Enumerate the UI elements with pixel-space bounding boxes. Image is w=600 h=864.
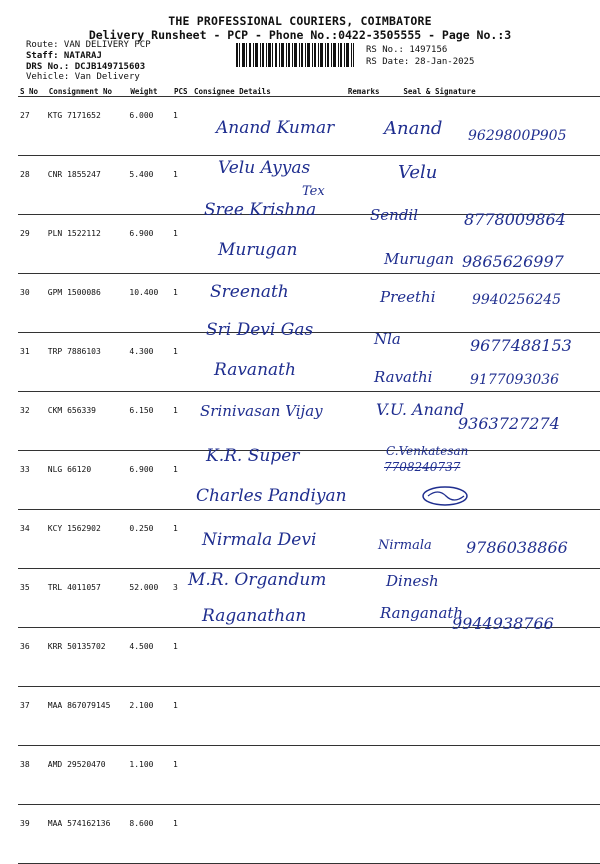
cell-pcs: 1 — [172, 215, 192, 274]
cell-consignment: TRP 7886103 — [47, 333, 129, 392]
col-remarks: Remarks — [346, 86, 401, 97]
cell-weight: 2.100 — [128, 687, 172, 746]
cell-remarks — [346, 687, 401, 746]
handwritten-signature: C.Venkatesan — [386, 444, 469, 458]
cell-weight: 8.600 — [128, 805, 172, 864]
handwritten-name: M.R. Organdum — [188, 570, 327, 590]
col-seal: Seal & Signature — [401, 86, 600, 97]
handwritten-name: Tex — [302, 184, 325, 199]
route-label: Route: VAN DELIVERY PCP — [26, 40, 151, 50]
staff-label: Staff: NATARAJ — [26, 51, 102, 61]
vehicle-label: Vehicle: Van Delivery — [26, 72, 140, 82]
cell-consignment: CKM 656339 — [47, 392, 129, 451]
handwritten-name: Velu Ayyas — [218, 158, 311, 178]
cell-details — [192, 392, 346, 451]
cell-weight: 52.000 — [128, 569, 172, 628]
cell-consignment: MAA 574162136 — [47, 805, 129, 864]
cell-remarks — [346, 805, 401, 864]
cell-consignment: PLN 1522112 — [47, 215, 129, 274]
handwritten-name: Murugan — [218, 240, 298, 260]
table-header-row — [18, 86, 600, 97]
company-title: THE PROFESSIONAL COURIERS, COIMBATORE — [168, 14, 432, 28]
handwritten-signature: Dinesh — [386, 572, 439, 590]
handwritten-signature: Nla — [374, 330, 401, 348]
handwritten-signature: 7708240737 — [384, 460, 461, 474]
cell-sno: 37 — [18, 687, 47, 746]
cell-sno: 36 — [18, 628, 47, 687]
barcode-image — [236, 43, 354, 67]
handwritten-name: Anand Kumar — [216, 118, 335, 138]
table-row — [18, 628, 600, 687]
cell-weight: 6.000 — [128, 97, 172, 156]
handwritten-signature: Velu — [398, 162, 438, 183]
handwritten-phone: 9865626997 — [462, 252, 564, 271]
handwritten-signature: V.U. Anand — [376, 400, 464, 419]
cell-signature — [401, 746, 600, 805]
cell-pcs: 1 — [172, 687, 192, 746]
table-row — [18, 687, 600, 746]
handwritten-name: Raganathan — [202, 606, 307, 626]
cell-signature — [401, 687, 600, 746]
cell-remarks — [346, 628, 401, 687]
cell-pcs: 1 — [172, 746, 192, 805]
cell-weight: 5.400 — [128, 156, 172, 215]
cell-pcs: 1 — [172, 805, 192, 864]
handwritten-signature: Nirmala — [378, 538, 432, 553]
cell-sno: 33 — [18, 451, 47, 510]
cell-weight: 1.100 — [128, 746, 172, 805]
handwritten-name: Sreenath — [210, 282, 289, 302]
handwritten-phone: 9940256245 — [472, 292, 562, 308]
cell-remarks — [346, 746, 401, 805]
cell-pcs: 1 — [172, 392, 192, 451]
cell-weight: 4.300 — [128, 333, 172, 392]
cell-details — [192, 746, 346, 805]
cell-signature — [401, 628, 600, 687]
handwritten-signature: Ranganath — [380, 604, 464, 622]
rs-date: RS Date: 28-Jan-2025 — [366, 57, 475, 67]
cell-weight: 6.900 — [128, 451, 172, 510]
handwritten-signature: Anand — [384, 118, 443, 139]
handwritten-phone: 9629800P905 — [468, 128, 567, 144]
handwritten-signature: Murugan — [384, 250, 455, 268]
col-pcs: PCS — [172, 86, 192, 97]
cell-details — [192, 687, 346, 746]
cell-sno: 39 — [18, 805, 47, 864]
table-row — [18, 805, 600, 864]
handwritten-name: Srinivasan Vijay — [200, 402, 323, 420]
col-details: Consignee Details — [192, 86, 346, 97]
handwritten-signature: Preethi — [380, 288, 436, 306]
table-row — [18, 746, 600, 805]
cell-consignment: TRL 4011057 — [47, 569, 129, 628]
handwritten-name: Charles Pandiyan — [196, 486, 347, 506]
stamp-scribble-icon — [420, 484, 470, 508]
handwritten-name: Sri Devi Gas — [206, 320, 314, 340]
cell-details — [192, 805, 346, 864]
cell-sno: 31 — [18, 333, 47, 392]
cell-signature — [401, 805, 600, 864]
handwritten-name: Sree Krishna — [204, 200, 317, 220]
handwritten-name: Nirmala Devi — [202, 530, 317, 550]
handwritten-phone: 9944938766 — [452, 614, 554, 633]
cell-sno: 38 — [18, 746, 47, 805]
cell-sno: 28 — [18, 156, 47, 215]
handwritten-phone: 9177093036 — [470, 372, 560, 388]
handwritten-name: Ravanath — [214, 360, 296, 380]
cell-sno: 30 — [18, 274, 47, 333]
handwritten-phone: 9786038866 — [466, 538, 568, 557]
cell-pcs: 1 — [172, 274, 192, 333]
cell-weight: 0.250 — [128, 510, 172, 569]
cell-sno: 32 — [18, 392, 47, 451]
handwritten-name: K.R. Super — [206, 446, 300, 466]
cell-sno: 35 — [18, 569, 47, 628]
col-weight: Weight — [128, 86, 172, 97]
handwritten-signature: Ravathi — [374, 368, 433, 386]
handwritten-phone: 8778009864 — [464, 210, 566, 229]
cell-consignment: MAA 867079145 — [47, 687, 129, 746]
cell-weight: 4.500 — [128, 628, 172, 687]
cell-pcs: 1 — [172, 333, 192, 392]
cell-pcs: 3 — [172, 569, 192, 628]
runsheet-subtitle: Delivery Runsheet - PCP - Phone No.:0422-3505555 - Page No.:3 — [88, 28, 512, 42]
cell-consignment: KRR 50135702 — [47, 628, 129, 687]
cell-pcs: 1 — [172, 156, 192, 215]
rs-number: RS No.: 1497156 — [366, 45, 448, 55]
cell-sno: 29 — [18, 215, 47, 274]
cell-weight: 6.150 — [128, 392, 172, 451]
handwritten-phone: 9363727274 — [458, 414, 560, 433]
cell-sno: 34 — [18, 510, 47, 569]
cell-consignment: KTG 7171652 — [47, 97, 129, 156]
cell-consignment: AMD 29520470 — [47, 746, 129, 805]
cell-pcs: 1 — [172, 451, 192, 510]
handwritten-signature: Sendil — [370, 206, 419, 224]
handwritten-phone: 9677488153 — [470, 336, 572, 355]
cell-consignment: NLG 66120 — [47, 451, 129, 510]
cell-consignment: CNR 1855247 — [47, 156, 129, 215]
drs-number: DRS No.: DCJB149715603 — [26, 62, 146, 72]
cell-sno: 27 — [18, 97, 47, 156]
cell-weight: 10.400 — [128, 274, 172, 333]
cell-pcs: 1 — [172, 97, 192, 156]
cell-details — [192, 628, 346, 687]
col-sno: S No — [18, 86, 47, 97]
cell-consignment: KCY 1562902 — [47, 510, 129, 569]
col-consignment: Consignment No — [47, 86, 129, 97]
cell-pcs: 1 — [172, 510, 192, 569]
cell-pcs: 1 — [172, 628, 192, 687]
cell-consignment: GPM 1500086 — [47, 274, 129, 333]
cell-weight: 6.900 — [128, 215, 172, 274]
